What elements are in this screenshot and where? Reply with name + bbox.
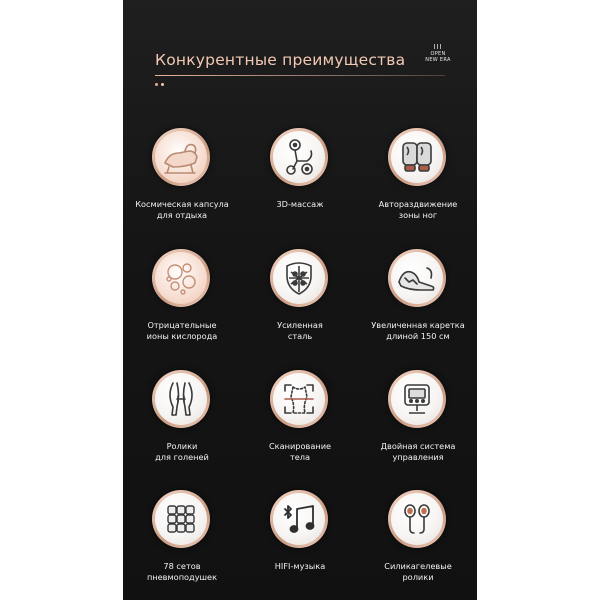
feature-icon-ring <box>388 370 446 428</box>
feature-icon-ring <box>388 128 446 186</box>
feature-icon-ring <box>270 370 328 428</box>
feature-label: Увеличенная каретка длиной 150 см <box>371 320 465 341</box>
feature-label: HIFI-музыка <box>274 561 326 571</box>
brand-mark: III <box>433 43 443 51</box>
feature-icon-ring <box>270 490 328 548</box>
3d-massage-icon <box>273 131 325 183</box>
feature-icon-ring <box>152 370 210 428</box>
feature-label: Двойная система управления <box>380 441 456 462</box>
hifi-music-icon <box>273 493 325 545</box>
oxygen-ions-icon <box>155 252 207 304</box>
feature-label: Силикагелевые ролики <box>384 561 452 582</box>
page-title: Конкурентные преимущества <box>155 51 406 69</box>
brand-logo <box>423 44 453 63</box>
dual-control-icon <box>391 373 443 425</box>
feature-icon-ring <box>270 249 328 307</box>
feature-label: Отрицательные ионы кислорода <box>146 320 218 341</box>
brand-line-1: OPEN <box>430 51 446 57</box>
feature-icon-ring <box>270 128 328 186</box>
feature-label: 3D-массаж <box>276 199 324 209</box>
decorative-dots <box>155 83 164 86</box>
reinforced-steel-icon <box>273 252 325 304</box>
title-divider <box>155 75 445 76</box>
feature-icon-ring <box>152 490 210 548</box>
brand-line-2: NEW ERA <box>425 57 451 63</box>
body-scan-icon <box>273 373 325 425</box>
feature-icon-ring <box>152 128 210 186</box>
leg-extension-icon <box>391 131 443 183</box>
calf-rollers-icon <box>155 373 207 425</box>
extended-track-icon <box>391 252 443 304</box>
feature-icon-ring <box>152 249 210 307</box>
silica-rollers-icon <box>391 493 443 545</box>
feature-icon-ring <box>388 490 446 548</box>
feature-label: Усиленная сталь <box>277 320 323 341</box>
feature-label: Автораздвижение зоны ног <box>378 199 458 220</box>
feature-label: Космическая капсула для отдыха <box>135 199 229 220</box>
feature-label: Ролики для голеней <box>155 441 209 462</box>
feature-label: Сканирование тела <box>268 441 332 462</box>
feature-icon-ring <box>388 249 446 307</box>
product-panel <box>123 0 477 600</box>
feature-label: 78 сетов пневмоподушек <box>146 561 218 582</box>
capsule-icon <box>155 131 207 183</box>
airbags-icon <box>155 493 207 545</box>
